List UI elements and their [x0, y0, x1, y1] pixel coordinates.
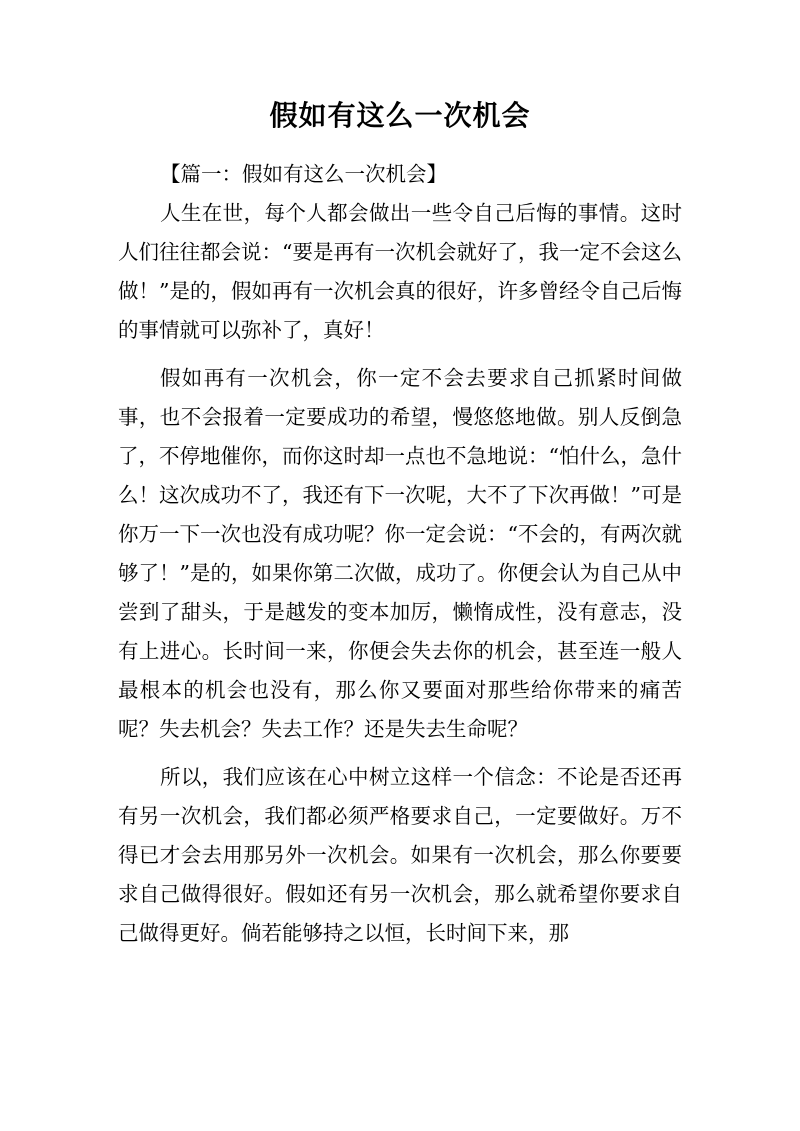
paragraph-1: 人生在世，每个人都会做出一些令自己后悔的事情。这时人们往往都会说：“要是再有一次机会就好了，我一定不会这么做！”是的，假如再有一次机会真的很好，许多曾经令自己后悔的事情就可以弥补了，真好！	[118, 201, 682, 342]
section-heading: 【篇一：假如有这么一次机会】	[160, 162, 447, 186]
document-title: 假如有这么一次机会	[269, 99, 531, 132]
document-body	[118, 155, 682, 953]
paragraph-3: 所以，我们应该在心中树立这样一个信念：不论是否还再有另一次机会，我们都必须严格要求自己，一定要做好。万不得已才会去用那另外一次机会。如果有一次机会，那么你要要求自己做得很好。假如还有另一次机会，那么就希望你要求自己做得更好。倘若能够持之以恒，长时间下来，那	[118, 765, 682, 945]
paragraph-2: 假如再有一次机会，你一定不会去要求自己抓紧时间做事，也不会报着一定要成功的希望，慢悠悠地做。别人反倒急了，不停地催你，而你这时却一点也不急地说：“怕什么，急什么！这次成功不了，我还有下一次呢，大不了下次再做！”可是你万一下一次也没有成功呢？你一定会说：“不会的，有两次就够了！”是的，如果你第二次做，成功了。你便会认为自己从中尝到了甜头，于是越发的变本加厉，懒惰成性，没有意志，没有上进心。长时间一来，你便会失去你的机会，甚至连一般人最根本的机会也没有，那么你又要面对那些给你带来的痛苦呢？失去机会？失去工作？还是失去生命呢？	[118, 366, 682, 741]
